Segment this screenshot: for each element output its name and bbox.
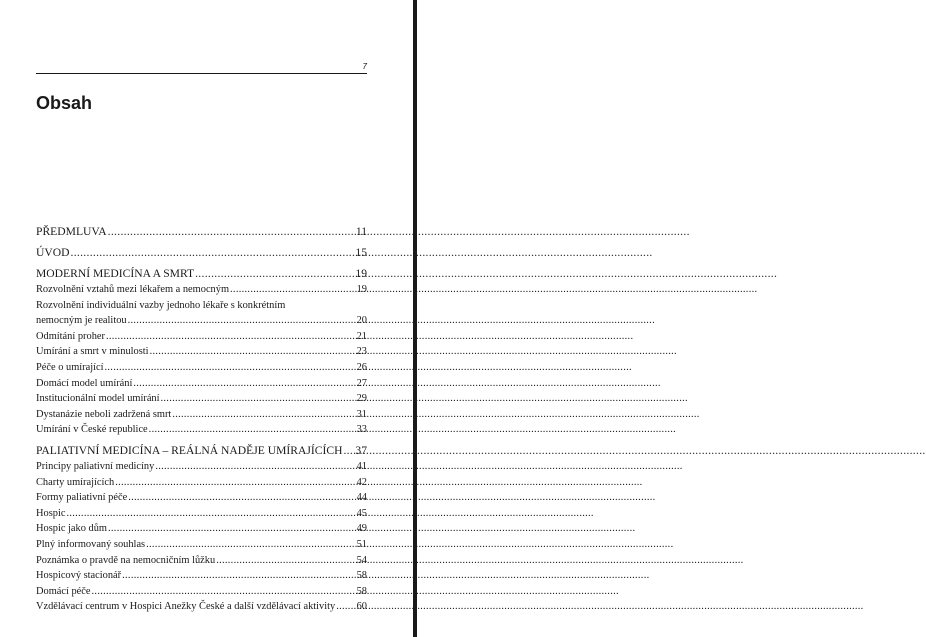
toc-entry-section [36,282,367,298]
toc-entry-section [36,584,367,600]
toc-entry-title: Formy paliativní péče [36,492,128,504]
toc-entry-title: PŘEDMLUVA [36,225,107,238]
toc-leader-dots [155,459,355,475]
toc-entry-title: Poznámka o pravdě na nemocničním lůžku [36,554,216,566]
toc-entry-section [36,553,367,569]
toc-entry-moderni-medicina [36,265,367,282]
toc-entry-section [36,407,367,423]
toc-leader-dots [108,521,356,537]
toc-entry-page: 19 [355,267,367,280]
toc-entry-section [36,344,367,360]
toc-entry-title: Principy paliativní medicíny [36,460,155,472]
toc-entry-title: Umírání a smrt v minulosti [36,346,149,358]
toc-entry-section [36,475,367,491]
table-of-contents [36,223,367,615]
page-number: 7 [362,62,367,71]
toc-leader-dots [172,407,355,423]
toc-leader-dots [92,584,356,600]
toc-entry-title: Umírání v České republice [36,424,148,436]
toc-entry-section [36,521,367,537]
toc-leader-dots [343,442,354,459]
toc-entry-section [36,599,367,615]
toc-entry-section [36,329,367,345]
header-rule [36,73,367,74]
toc-entry-page: 23 [356,346,367,358]
toc-entry-page: 51 [356,538,367,550]
toc-leader-dots [133,376,355,392]
toc-leader-dots [216,553,355,569]
toc-entry-section [36,537,367,553]
toc-leader-dots [108,223,355,240]
toc-entry-section [36,391,367,407]
toc-entry-section [36,506,367,522]
toc-leader-dots [336,599,355,615]
toc-leader-dots [122,568,355,584]
toc-entry-section [36,568,367,584]
toc-entry-uvod [36,244,367,261]
toc-entry-page: 42 [356,476,367,488]
toc-entry-page: 37 [355,443,367,457]
toc-leader-dots [71,244,355,261]
toc-entry-page: 11 [355,225,367,238]
toc-entry-page: 60 [356,601,367,613]
toc-entry-paliativni-medicina [36,442,367,459]
toc-entry-page: 44 [356,492,367,504]
toc-entry-title: PALIATIVNÍ MEDICÍNA – REÁLNÁ NADĚJE UMÍRAJÍCÍCH [36,443,343,457]
toc-entry-section [36,459,367,475]
toc-leader-dots [105,360,356,376]
toc-entry-title: Hospic [36,507,66,519]
toc-entry-title: Péče o umírající [36,361,104,373]
toc-leader-dots [128,313,356,329]
toc-entry-section [36,313,367,329]
toc-entry-section [36,422,367,438]
toc-entry-title-line1: Rozvolnění individuální vazby jednoho lékaře s konkrétním [36,299,286,311]
toc-leader-dots [146,537,356,553]
toc-entry-title: Domácí péče [36,585,91,597]
toc-entry-title: Vzdělávací centrum v Hospici Anežky České a další vzdělávací aktivity [36,601,336,613]
toc-entry-page: 58 [356,570,367,582]
toc-entry-page: 45 [356,507,367,519]
toc-entry-page: 58 [356,585,367,597]
toc-entry-title: Dystanázie neboli zadržená smrt [36,408,172,420]
toc-entry-section [36,376,367,392]
toc-leader-dots [106,329,356,345]
toc-entry-page: 21 [356,330,367,342]
toc-entry-page: 31 [356,408,367,420]
toc-entry-page: 19 [356,284,367,295]
toc-entry-page: 26 [356,361,367,373]
toc-leader-dots [150,344,356,360]
toc-entry-predmluva [36,223,367,240]
toc-leader-dots [230,282,356,298]
toc-leader-dots [149,422,356,438]
toc-entry-title: Hospic jako dům [36,523,107,535]
toc-entry-page: 15 [355,246,367,259]
toc-entry-title: Odmítání proher [36,330,105,342]
contents-heading: Obsah [36,93,93,113]
toc-leader-dots [128,490,355,506]
toc-leader-dots [66,506,355,522]
toc-entry-title: Charty umírajících [36,476,115,488]
toc-entry-section [36,490,367,506]
toc-leader-dots [195,265,354,282]
toc-entry-title: MODERNÍ MEDICÍNA A SMRT [36,267,195,280]
toc-entry-section [36,360,367,376]
toc-entry-title: Hospicový stacionář [36,570,122,582]
toc-entry-title: Plný informovaný souhlas [36,538,146,550]
toc-entry-page: 49 [356,523,367,535]
toc-entry-title: Rozvolnění vztahů mezi lékařem a nemocným [36,284,230,295]
toc-entry-page: 54 [356,554,367,566]
toc-entry-page: 33 [356,424,367,436]
toc-entry-page: 20 [356,315,367,327]
toc-entry-page: 41 [356,460,367,472]
toc-entry-page: 29 [356,393,367,405]
toc-leader-dots [161,391,356,407]
toc-entry-title: ÚVOD [36,246,70,259]
toc-entry-title: nemocným je realitou [36,315,127,327]
toc-entry-title: Institucionální model umírání [36,393,160,405]
toc-entry-title: Domácí model umírání [36,377,133,389]
toc-entry-page: 27 [356,377,367,389]
toc-leader-dots [115,475,355,491]
